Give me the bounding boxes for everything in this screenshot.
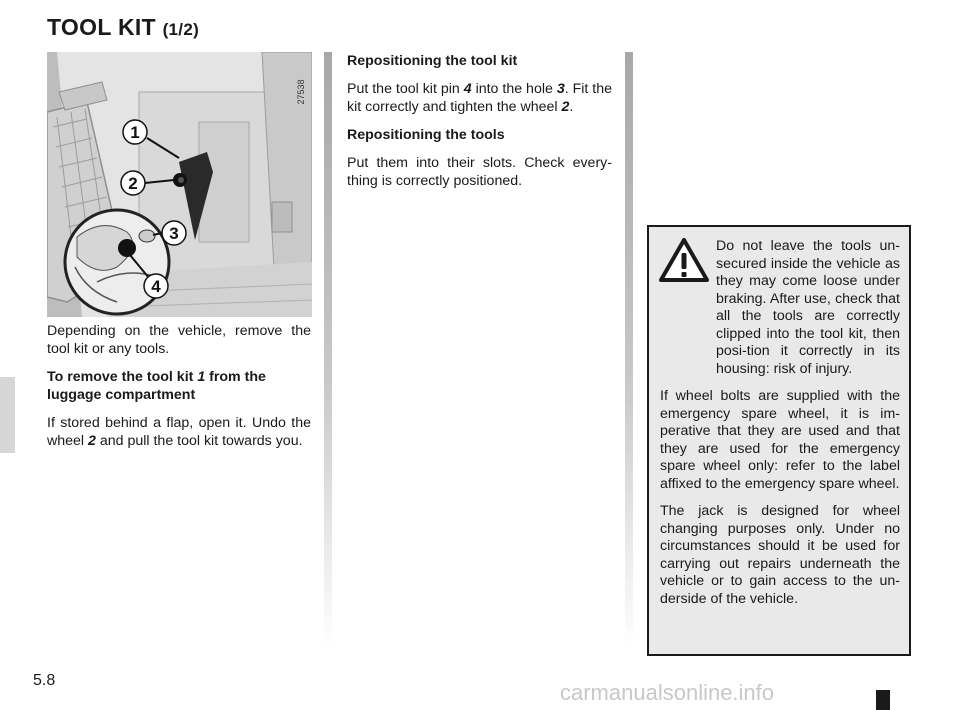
column-divider	[324, 52, 332, 648]
callout-3: 3	[169, 224, 179, 243]
warning-paragraph-tools: Do not leave the tools un-secured inside the vehicle as they may come loose under braking. After use, check that all the tools are correctly clipped into the tool kit, then posi-tion it correctly in its housing: risk of injury.	[716, 238, 900, 377]
remove-tool-kit-paragraph: If stored behind a flap, open it. Undo the wheel 2 and pull the tool kit towards you.	[47, 415, 311, 449]
watermark: carmanualsonline.info	[560, 680, 775, 705]
warning-box	[647, 225, 911, 656]
warning-paragraph-wheel-bolts: If wheel bolts are supplied with the emergency spare wheel, it is im-perative that they are used and that they are used for the emergency spare wheel only: refer to the label affixed to the emergency spare wheel.	[660, 388, 900, 492]
tool-kit-illustration	[47, 52, 312, 317]
left-column	[47, 322, 311, 460]
corner-marker	[876, 690, 890, 710]
page-title: TOOL KIT (1/2)	[47, 14, 200, 40]
intro-paragraph: Depending on the vehicle, remove the tool kit or any tools.	[47, 323, 311, 357]
repositioning-tools-heading: Repositioning the tools	[347, 127, 505, 143]
middle-column	[347, 52, 612, 200]
callout-2: 2	[128, 174, 138, 193]
repositioning-tool-kit-heading: Repositioning the tool kit	[347, 53, 518, 69]
figure-code: 27538	[296, 79, 306, 105]
page-number: 5.8	[33, 672, 56, 689]
repositioning-tool-kit-paragraph: Put the tool kit pin 4 into the hole 3. Fit the kit correctly and tighten the wheel 2.	[347, 81, 613, 115]
repositioning-tools-paragraph: Put them into their slots. Check every-thing is correctly positioned.	[347, 155, 612, 189]
callout-1: 1	[130, 123, 140, 142]
section-tab	[0, 377, 15, 453]
callout-4: 4	[151, 277, 161, 296]
column-divider	[625, 52, 633, 648]
page-title-part: (1/2)	[162, 20, 200, 39]
remove-tool-kit-heading: To remove the tool kit 1 from the luggage compartment	[47, 369, 266, 403]
warning-paragraph-jack: The jack is designed for wheel changing purposes only. Under no circumstances should it be used for carrying out repairs underneath the vehicle or to gain access to the un-derside of the vehicle.	[660, 503, 900, 607]
